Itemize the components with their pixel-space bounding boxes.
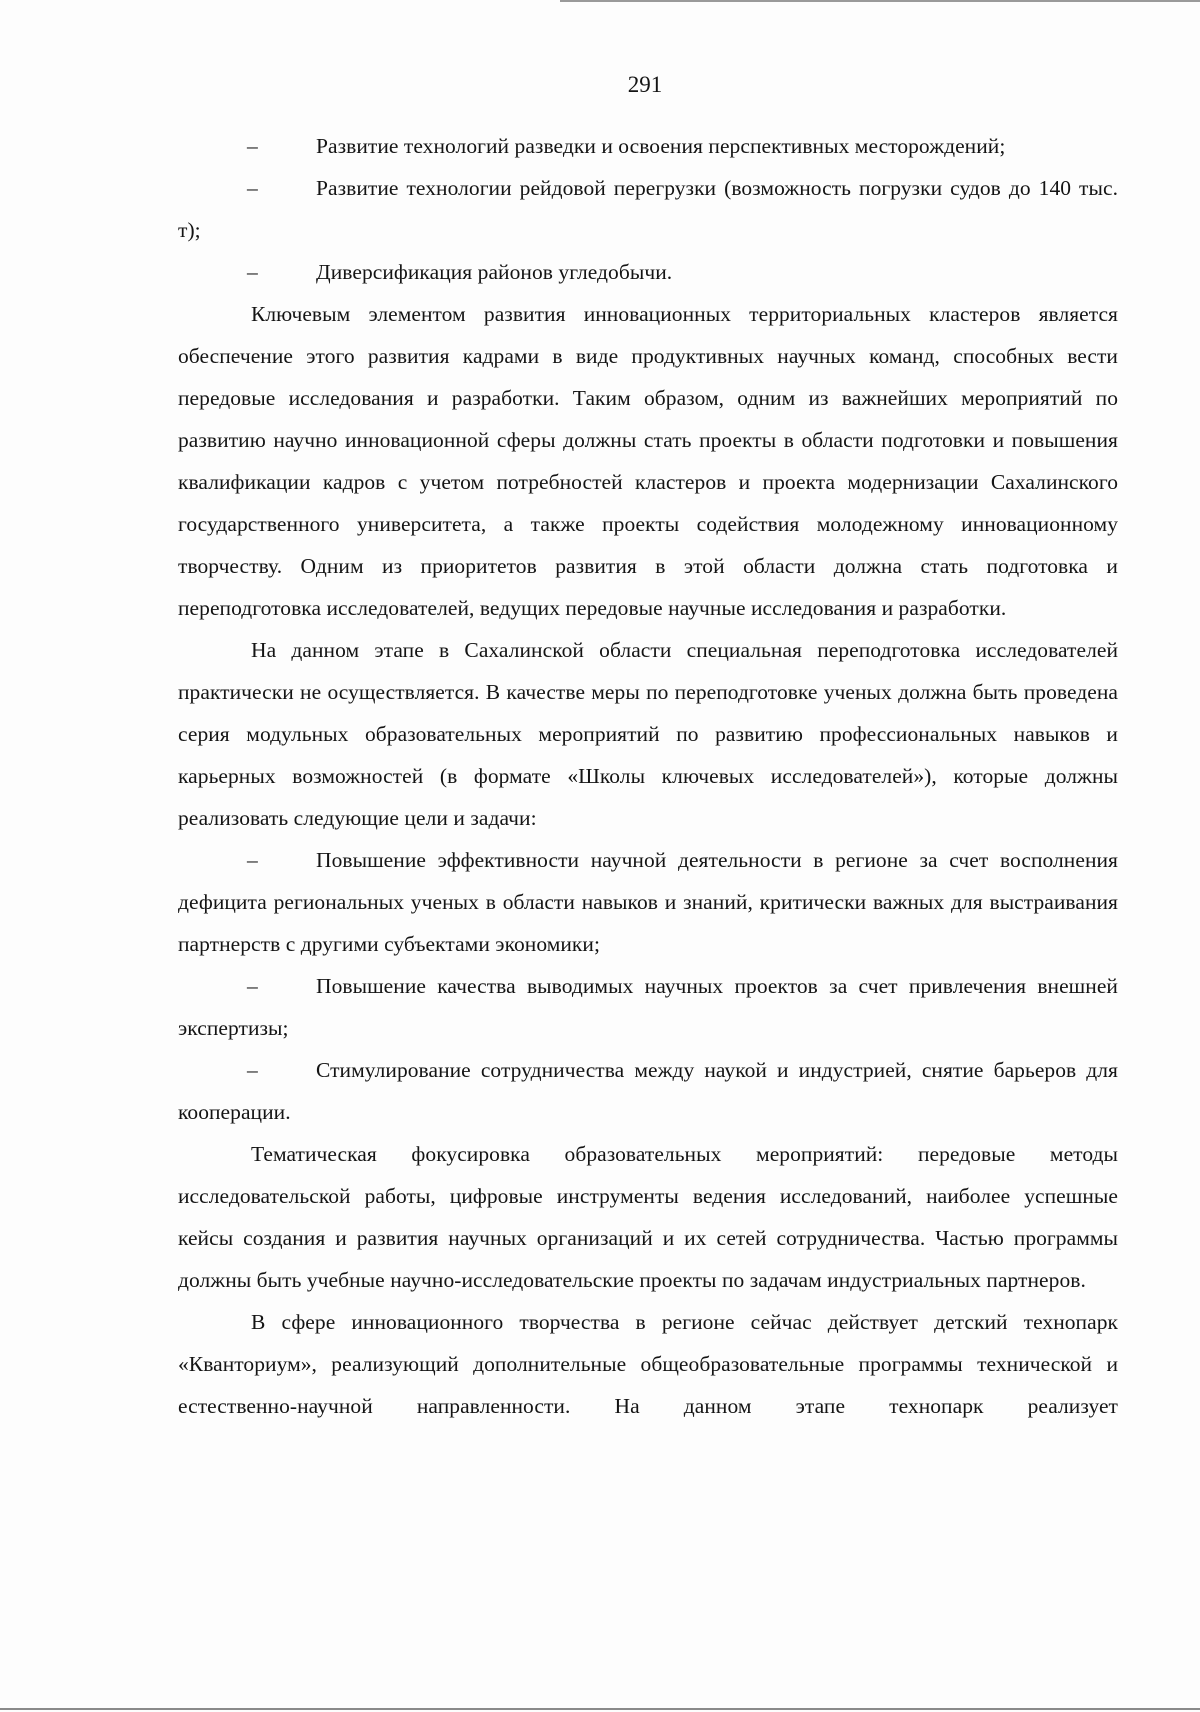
bullet-item: – Диверсификация районов угледобычи. bbox=[178, 251, 1118, 293]
scan-edge-top bbox=[560, 0, 1200, 2]
bullet-item: – Развитие технологий разведки и освоения перспективных месторождений; bbox=[178, 125, 1118, 167]
paragraph: В сфере инновационного творчества в регионе сейчас действует детский технопарк «Кванториум», реализующий дополнительные общеобразовательные программы технической и естественно-научной направленности. На данном этапе технопарк реализует bbox=[178, 1310, 1118, 1418]
bullet-item: – Развитие технологии рейдовой перегрузки (возможность погрузки судов до 140 тыс. т); bbox=[178, 167, 1118, 251]
scan-edge-bottom bbox=[0, 1708, 1200, 1710]
bullet-item: – Стимулирование сотрудничества между наукой и индустрией, снятие барьеров для кооперации. bbox=[178, 1049, 1118, 1133]
bullet-item: – Повышение эффективности научной деятельности в регионе за счет восполнения дефицита региональных ученых в области навыков и знаний, критически важных для выстраивания партнерств с другими субъектами экономики; bbox=[178, 839, 1118, 965]
page-number: 291 bbox=[627, 72, 663, 97]
bullet-item: – Повышение качества выводимых научных проектов за счет привлечения внешней экспертизы; bbox=[178, 965, 1118, 1049]
paragraph: На данном этапе в Сахалинской области специальная переподготовка исследователей практически не осуществляется. В качестве меры по переподготовке ученых должна быть проведена серия модульных образовательных мероприятий по развитию профессиональных навыков и карьерных возможностей (в формате «Школы ключевых исследователей»), которые должны реализовать следующие цели и задачи: bbox=[178, 638, 1118, 830]
paragraph: Ключевым элементом развития инновационных территориальных кластеров является обеспечение этого развития кадрами в виде продуктивных научных команд, способных вести передовые исследования и разработки. Таким образом, одним из важнейших мероприятий по развитию научно инновационной сферы должны стать проекты в области подготовки и повышения квалификации кадров с учетом потребностей кластеров и проекта модернизации Сахалинского государственного университета, а также проекты содействия молодежному инновационному творчеству. Одним из приоритетов развития в этой области должна стать подготовка и переподготовка исследователей, ведущих передовые научные исследования и разработки. bbox=[178, 302, 1118, 620]
paragraph: Тематическая фокусировка образовательных мероприятий: передовые методы исследовательской работы, цифровые инструменты ведения исследований, наиболее успешные кейсы создания и развития научных организаций и их сетей сотрудничества. Частью программы должны быть учебные научно-исследовательские проекты по задачам индустриальных партнеров. bbox=[178, 1142, 1118, 1292]
body-text bbox=[178, 125, 1118, 1427]
